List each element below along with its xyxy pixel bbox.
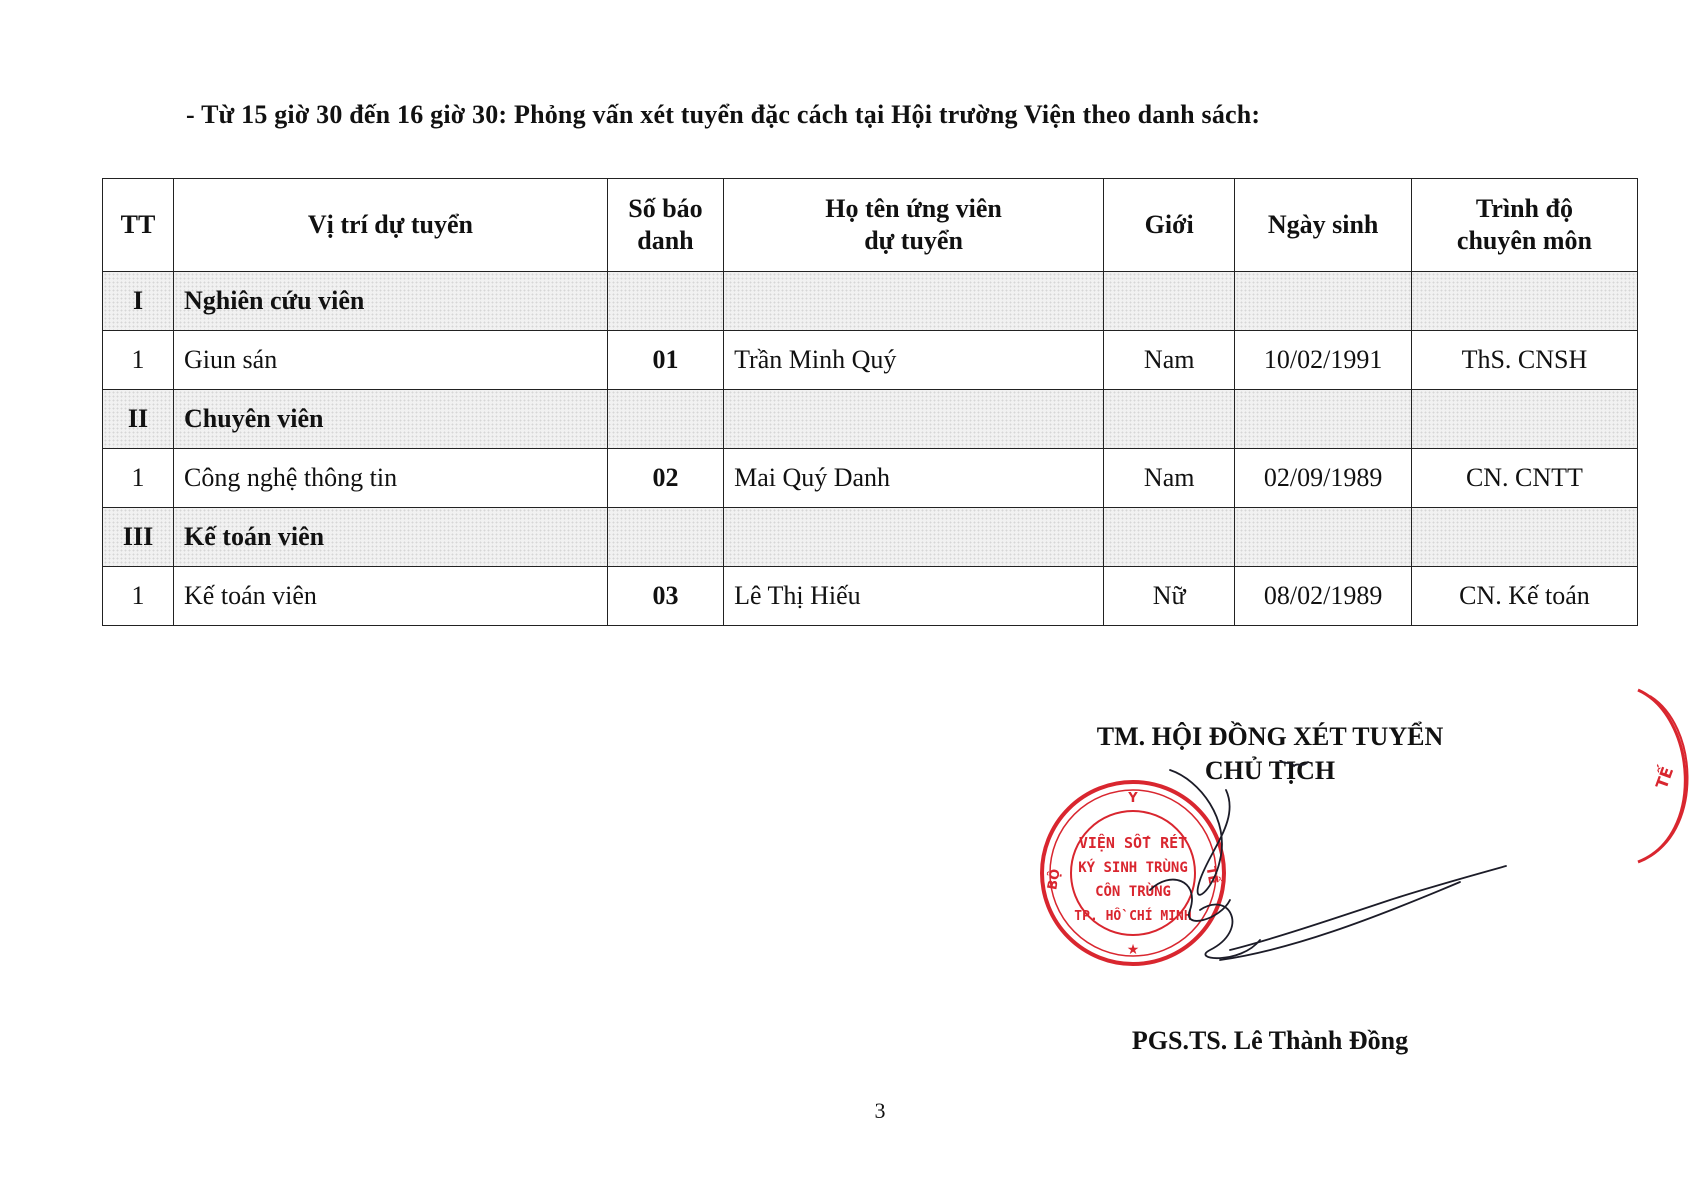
stamp-left-text: BỘ [1045, 867, 1064, 892]
row-gender: Nam [1104, 449, 1235, 508]
header-candidate-name [724, 179, 1104, 272]
row-candidate-name: Trần Minh Quý [724, 331, 1104, 390]
row-position: Công nghệ thông tin [174, 449, 608, 508]
interview-schedule-table [102, 178, 1638, 626]
empty-cell [724, 508, 1104, 567]
row-date-of-birth: 08/02/1989 [1235, 567, 1412, 626]
row-candidate-number: 03 [607, 567, 723, 626]
stamp-line-1: VIỆN SỐT RÉT [1078, 834, 1188, 852]
empty-cell [607, 390, 723, 449]
section-title: Nghiên cứu viên [174, 272, 608, 331]
header-candidate-number-line2: danh [637, 226, 694, 255]
stamp-line-2: KÝ SINH TRÙNG [1078, 860, 1188, 876]
row-position: Giun sán [174, 331, 608, 390]
empty-cell [1235, 390, 1412, 449]
header-tt: TT [103, 179, 174, 272]
empty-cell [1235, 272, 1412, 331]
empty-cell [1235, 508, 1412, 567]
stamp-top-text: Y [1128, 791, 1138, 806]
stamp-line-3: CÔN TRÙNG [1095, 884, 1171, 900]
partial-stamp-text: TẾ [1651, 764, 1678, 792]
row-candidate-name: Mai Quý Danh [724, 449, 1104, 508]
section-row [103, 272, 1638, 331]
header-qualification-line2: chuyên môn [1456, 226, 1592, 255]
row-gender: Nam [1104, 331, 1235, 390]
empty-cell [724, 390, 1104, 449]
section-title: Chuyên viên [174, 390, 608, 449]
section-number: II [103, 390, 174, 449]
empty-cell [1104, 508, 1235, 567]
stamp-right-text: TẾ [1202, 865, 1221, 886]
section-row [103, 508, 1638, 567]
signature-role: CHỦ TỊCH [1204, 756, 1336, 785]
header-candidate-name-line2: dự tuyển [864, 226, 963, 255]
header-candidate-number-line1: Số báo [628, 194, 703, 223]
table-header-row [103, 179, 1638, 272]
row-tt: 1 [103, 331, 174, 390]
row-candidate-number: 02 [607, 449, 723, 508]
row-qualification: CN. Kế toán [1411, 567, 1637, 626]
row-tt: 1 [103, 449, 174, 508]
page-number: 3 [874, 1098, 886, 1123]
row-qualification: ThS. CNSH [1411, 331, 1637, 390]
section-number: I [103, 272, 174, 331]
table-row [103, 449, 1638, 508]
empty-cell [1411, 508, 1637, 567]
handwritten-signature-icon [1130, 760, 1510, 1000]
stamp-line-4: TP. HỒ CHÍ MINH [1074, 909, 1192, 924]
header-gender: Giới [1104, 179, 1235, 272]
row-date-of-birth: 10/02/1991 [1235, 331, 1412, 390]
empty-cell [1104, 390, 1235, 449]
row-qualification: CN. CNTT [1411, 449, 1637, 508]
header-date-of-birth: Ngày sinh [1235, 179, 1412, 272]
intro-text: - Từ 15 giờ 30 đến 16 giờ 30: Phỏng vấn xét tuyển đặc cách tại Hội trường Viện theo danh sách: [186, 100, 1261, 129]
section-number: III [103, 508, 174, 567]
empty-cell [1411, 272, 1637, 331]
row-date-of-birth: 02/09/1989 [1235, 449, 1412, 508]
section-row [103, 390, 1638, 449]
header-candidate-name-line1: Họ tên ứng viên [825, 194, 1002, 223]
signature-organization: TM. HỘI ĐỒNG XÉT TUYỂN [1096, 722, 1444, 751]
row-candidate-name: Lê Thị Hiếu [724, 567, 1104, 626]
header-position: Vị trí dự tuyển [174, 179, 608, 272]
header-candidate-number [607, 179, 723, 272]
header-qualification [1411, 179, 1637, 272]
row-candidate-number: 01 [607, 331, 723, 390]
signer-name: PGS.TS. Lê Thành Đồng [1131, 1026, 1409, 1055]
row-gender: Nữ [1104, 567, 1235, 626]
empty-cell [607, 272, 723, 331]
partial-stamp-icon [1636, 686, 1696, 866]
empty-cell [1104, 272, 1235, 331]
empty-cell [1411, 390, 1637, 449]
table-row [103, 331, 1638, 390]
table-row [103, 567, 1638, 626]
row-position: Kế toán viên [174, 567, 608, 626]
stamp-star-icon: ★ [1126, 942, 1140, 958]
row-tt: 1 [103, 567, 174, 626]
header-qualification-line1: Trình độ [1475, 194, 1573, 223]
empty-cell [724, 272, 1104, 331]
section-title: Kế toán viên [174, 508, 608, 567]
empty-cell [607, 508, 723, 567]
